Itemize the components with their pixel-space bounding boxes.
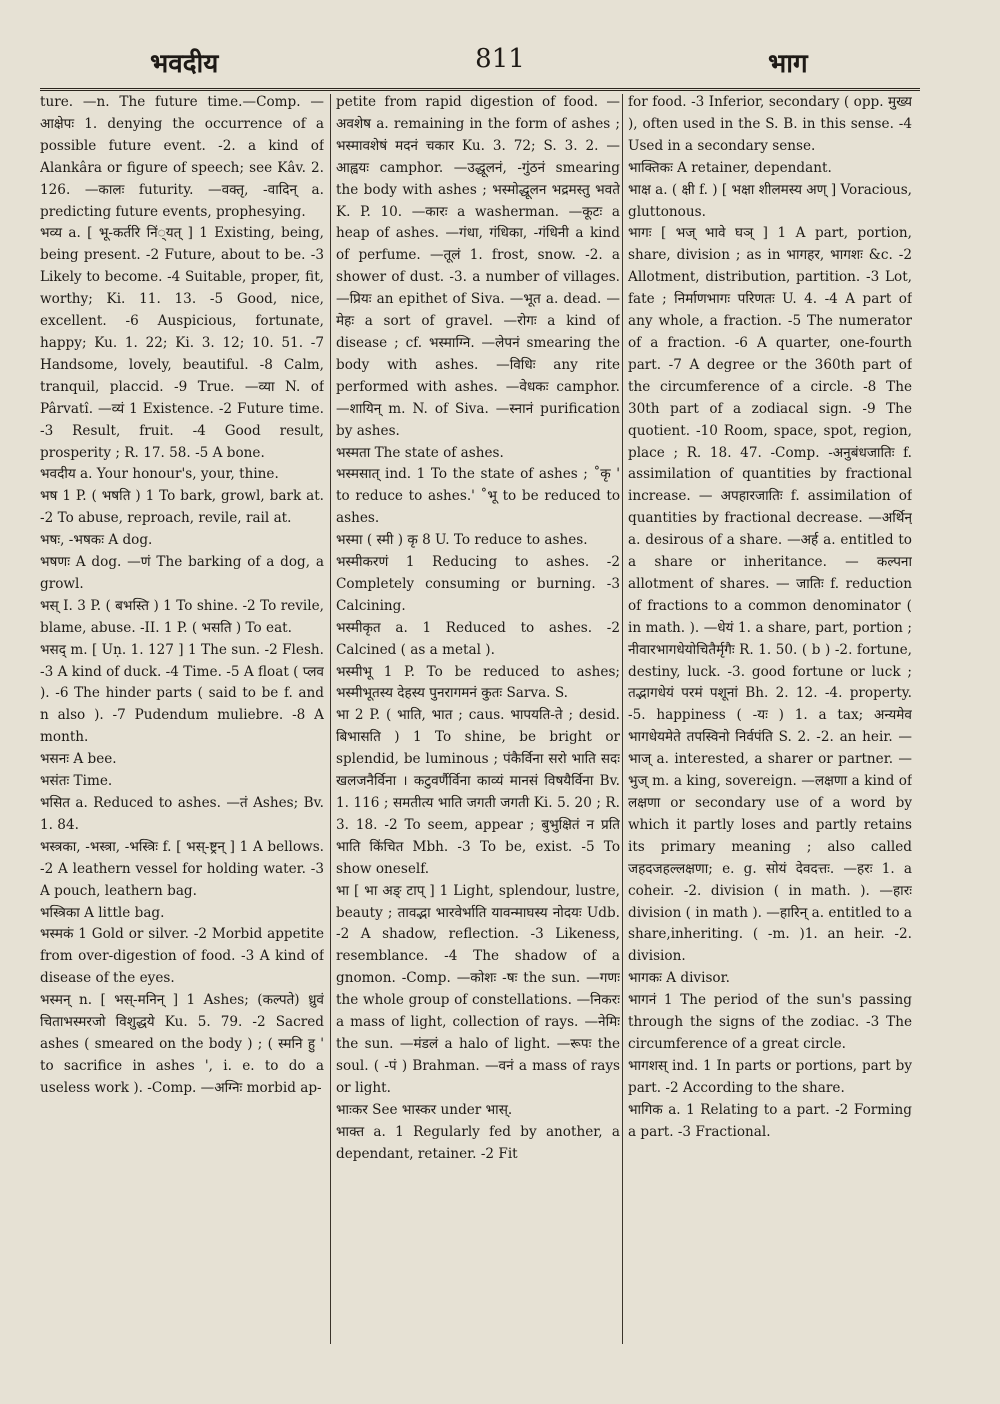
dictionary-entry: भस्मसात् ind. 1 To the state of ashes ; ˚कृ ' to reduce to ashes.' ˚भू to be reduced to ashes. bbox=[336, 466, 620, 527]
column-3 bbox=[628, 92, 912, 1352]
dictionary-entry: भाःकर See भास्कर under भास्. bbox=[336, 1101, 513, 1118]
dictionary-entry: ture. —n. The future time.—Comp. —आक्षेपः 1. denying the occurrence of a possible future event. -2. a kind of Alankâra or figure of speech; see Kâv. 2. 126. —कालः futurity. —वक्तृ, -वादिन् a. predicting future events, prophesying. bbox=[40, 94, 324, 220]
dictionary-entry: भसंतः Time. bbox=[40, 773, 113, 790]
running-head-right: भाग bbox=[768, 49, 808, 79]
dictionary-entry: भव्य a. [ भू-कर्तरि निं्यत् ] 1 Existing, being, being present. -2 Future, about to be. -3 Likely to become. -4 Suitable, proper, fit, worthy; Ki. 11. 13. -5 Good, nice, excellent. -6 Auspicious, fortunate, happy; Ku. 1. 22; Ki. 3. 12; 10. 51. -7 Handsome, lovely, beautiful. -8 Calm, tranquil, placcid. -9 True. —व्या N. of Pârvatî. —व्यं 1 Existence. -2 Future time. -3 Result, fruit. -4 Good result, prosperity ; R. 17. 58. -5 A bone. bbox=[40, 225, 324, 461]
dictionary-entry: भा [ भा अङ् टाप् ] 1 Light, splendour, lustre, beauty ; तावद्भा भारवेर्भाति यावन्माघस्य नोदयः Udb. -2 A shadow, reflection. -3 Likeness, resemblance. -4 The shadow of a gnomon. -Comp. —कोशः -षः the sun. —गणः the whole group of constellations. —निकरः a mass of light, collection of rays. —नेमिः the sun. —मंडलं a halo of light. —रूपः the soul. ( -पं ) Brahman. —वनं a mass of rays or light. bbox=[336, 882, 620, 1096]
dictionary-entry: भाक्तिकः A retainer, dependant. bbox=[628, 159, 832, 176]
dictionary-entry: भषः, -भषकः A dog. bbox=[40, 532, 153, 549]
dictionary-entry: भषणः A dog. —णं The barking of a dog, a growl. bbox=[40, 554, 324, 592]
dictionary-entry: भस्मकं 1 Gold or silver. -2 Morbid appetite from over-digestion of food. -3 A kind of disease of the eyes. bbox=[40, 926, 324, 987]
dictionary-entry: भागशस् ind. 1 In parts or portions, part by part. -2 According to the share. bbox=[628, 1057, 912, 1096]
dictionary-entry: भस्मीभू 1 P. To be reduced to ashes; भस्मीभूतस्य देहस्य पुनरागमनं कुतः Sarva. S. bbox=[336, 663, 620, 702]
column-divider bbox=[330, 94, 331, 1344]
header-rule bbox=[40, 88, 920, 91]
dictionary-entry: भसद् m. [ Uṇ. 1. 127 ] 1 The sun. -2 Flesh. -3 A kind of duck. -4 Time. -5 A float ( प्लव ). -6 The hinder parts ( said to be f. and n also ). -7 Pudendum muliebre. -8 A month. bbox=[40, 641, 324, 746]
dictionary-entry: भस्त्रिका A little bag. bbox=[40, 904, 165, 921]
dictionary-entry: भागनं 1 The period of the sun's passing through the signs of the zodiac. -3 The circumference of a great circle. bbox=[628, 992, 912, 1052]
dictionary-entry: भस्मा ( स्मी ) कृ 8 U. To reduce to ashes. bbox=[336, 532, 588, 549]
dictionary-entry: भाक्त a. 1 Regularly fed by another, a dependant, retainer. -2 Fit bbox=[336, 1123, 620, 1162]
dictionary-entry: भस् I. 3 P. ( बभस्ति ) 1 To shine. -2 To revile, blame, abuse. -II. 1 P. ( भसति ) To eat. bbox=[40, 597, 324, 636]
dictionary-entry: भष 1 P. ( भषति ) 1 To bark, growl, bark at. -2 To abuse, reproach, revile, rail at. bbox=[40, 488, 324, 527]
running-head-left: भवदीय bbox=[150, 49, 219, 79]
page-number: 811 bbox=[475, 44, 525, 74]
dictionary-entry: for food. -3 Inferior, secondary ( opp. मुख्य ), often used in the S. B. in this sense. -4 Used in a secondary sense. bbox=[628, 94, 912, 154]
dictionary-entry: भागः [ भज् भावे घञ् ] 1 A part, portion, share, division ; as in भागहर, भागशः &c. -2 Allotment, distribution, partition. -3 Lot, fate ; निर्माणभागः परिणतः U. 4. -4 A part of any whole, a fraction. -5 The numerator of a fraction. -6 A quarter, one-fourth part. -7 A degree or the 360th part of the circumference of a circle. -8 The 30th part of a zodiacal sign. -9 The quotient. -10 Room, space, spot, region, place ; R. 18. 47. -Comp. -अनुबंधजातिः f. assimilation of quantities by fractional increase. — अपहारजातिः f. assimilation of quantities by fractional decrease. —अर्थिन् a. desirous of a share. —अर्ह a. entitled to a share or inheritance. — कल्पना allotment of shares. — जातिः f. reduction of fractions to a common denominator ( in math. ). —धेयं 1. a share, part, portion ; नीवारभागधेयोचितैर्मृगैः R. 1. 50. ( b ) -2. fortune, destiny, luck. -3. good fortune or luck ; तद्भागधेयं परमं पशूनां Bh. 2. 12. -4. property. -5. happiness ( -यः ) 1. a tax; अन्यमेव भागधेयमेते तपस्विनो निर्वपंति S. 2. -2. an heir. —भाज् a. interested, a sharer or partner. —भुज् m. a king, sovereign. —लक्षणा a kind of लक्षणा or secondary use of a word by which it partly loses and partly retains its primary meaning ; also called जहदजहल्लक्षणा; e. g. सोयं देवदत्तः. —हरः 1. a coheir. -2. division ( in math. ). —हारः division ( in math ). —हारिन् a. entitled to a share,inheriting. ( -m. )1. an heir. -2. division. bbox=[628, 225, 912, 965]
dictionary-entry: भसनः A bee. bbox=[40, 751, 117, 768]
column-2 bbox=[336, 92, 620, 1352]
dictionary-entry: भस्मीकृत a. 1 Reduced to ashes. -2 Calcined ( as a metal ). bbox=[336, 619, 620, 658]
dictionary-entry: भस्मीकरणं 1 Reducing to ashes. -2 Completely consuming or burning. -3 Calcining. bbox=[336, 554, 620, 614]
dictionary-entry: भस्मता The state of ashes. bbox=[336, 444, 504, 461]
dictionary-entry: भसित a. Reduced to ashes. —तं Ashes; Bv. 1. 84. bbox=[40, 795, 324, 833]
dictionary-entry: भागकः A divisor. bbox=[628, 970, 730, 987]
column-divider bbox=[622, 94, 623, 1344]
dictionary-entry: भा 2 P. ( भाति, भात ; caus. भापयति-ते ; desid. बिभासति ) 1 To shine, be bright or splendid, be luminous ; पंकैर्विना सरो भाति सदः खलजनैर्विना । कटुवर्णैर्विना काव्यं मानसं विषयैर्विना Bv. 1. 116 ; समतीत्य भाति जगती जगती Ki. 5. 20 ; R. 3. 18. -2 To seem, appear ; बुभुक्षितं न प्रति भाति किंचित Mbh. -3 To be, exist. -5 To show oneself. bbox=[336, 707, 620, 877]
dictionary-entry: भस्मन् n. [ भस्-मनिन् ] 1 Ashes; (कल्पते) ध्रुवं चिताभस्मरजो विशुद्धये Ku. 5. 79. -2 Sacred ashes ( smeared on the body ) ; ( स्मनि हु ' to sacrifice in ashes ', i. e. to do a useless work ). -Comp. —अग्निः morbid ap- bbox=[40, 992, 324, 1096]
dictionary-entry: petite from rapid digestion of food. —अवशेष a. remaining in the form of ashes ; भस्मावशेषं मदनं चकार Ku. 3. 72; S. 3. 2. —आह्वयः camphor. —उद्धूलनं, -गुंठनं smearing the body with ashes ; भस्मोद्धूलन भद्रमस्तु भवते K. P. 10. —कारः a washerman. —कूटः a heap of ashes. —गंधा, गंधिका, -गंधिनी a kind of perfume. —तूलं 1. frost, snow. -2. a shower of dust. -3. a number of villages. —प्रियः an epithet of Siva. —भूत a. dead. —मेहः a sort of gravel. —रोगः a kind of disease ; cf. भस्माग्नि. —लेपनं smearing the body with ashes. —विधिः any rite performed with ashes. —वेधकः camphor. —शायिन् m. N. of Siva. —स्नानं purification by ashes. bbox=[336, 94, 620, 439]
dictionary-entry: भवदीय a. Your honour's, your, thine. bbox=[40, 466, 279, 483]
dictionary-entry: भागिक a. 1 Relating to a part. -2 Forming a part. -3 Fractional. bbox=[628, 1101, 912, 1140]
column-1 bbox=[40, 92, 324, 1352]
dictionary-entry: भाक्ष a. ( क्षी f. ) [ भक्षा शीलमस्य अण् ] Voracious, gluttonous. bbox=[628, 181, 912, 220]
dictionary-entry: भस्त्रका, -भस्त्रा, -भस्त्रिः f. [ भस्-ष्ट्रन् ] 1 A bellows. -2 A leathern vessel for holding water. -3 A pouch, leathern bag. bbox=[40, 838, 324, 899]
